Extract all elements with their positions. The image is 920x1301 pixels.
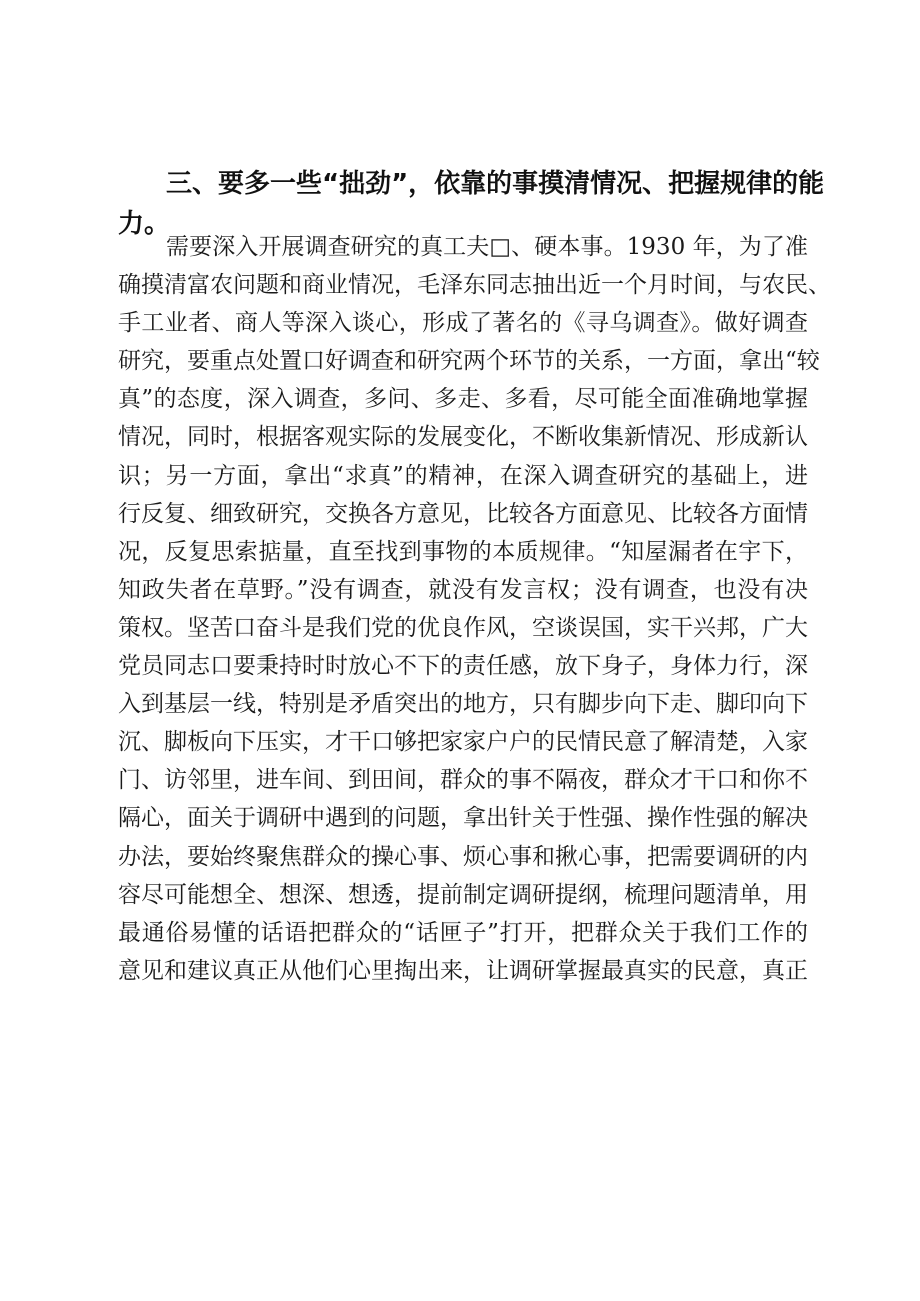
paragraph-line: 需要深入开展调查研究的真工夫□、硬本事。1930 年，为了准 (166, 234, 808, 260)
paragraph-line: 情况，同时，根据客观实际的发展变化，不断收集新情况、形成新认 (118, 424, 808, 451)
heading-line: 三、要多一些“拙劲”，依靠的事摸清情况、把握规律的能 (166, 169, 825, 199)
body-paragraph (118, 228, 831, 990)
paragraph-line: 知政失者在草野。”没有调查，就没有发言权；没有调查，也没有决 (118, 576, 808, 603)
paragraph-line: 沉、脚板向下压实，才干口够把家家户户的民情民意了解清楚，入家 (118, 729, 808, 756)
paragraph-line: 研究，要重点处置口好调查和研究两个环节的关系，一方面，拿出“较 (118, 348, 820, 375)
paragraph-line: 确摸清富农问题和商业情况，毛泽东同志抽出近一个月时间，与农民、 (118, 272, 831, 299)
paragraph-line: 办法，要始终聚焦群众的操心事、烦心事和揪心事，把需要调研的内 (118, 843, 808, 870)
paragraph-line: 行反复、细致研究，交换各方意见，比较各方面意见、比较各方面情 (118, 500, 808, 527)
paragraph-line: 入到基层一线，特别是矛盾突出的地方，只有脚步向下走、脚印向下 (118, 691, 808, 718)
paragraph-line: 真”的态度，深入调查，多问、多走、多看，尽可能全面准确地掌握 (118, 386, 808, 413)
paragraph-line: 况，反复思索掂量，直至找到事物的本质规律。“知屋漏者在宇下， (118, 538, 808, 565)
paragraph-line: 门、访邻里，进车间、到田间，群众的事不隔夜，群众才干口和你不 (118, 767, 808, 794)
paragraph-line: 识；另一方面，拿出“求真”的精神，在深入调查研究的基础上，进 (118, 462, 808, 489)
paragraph-line: 手工业者、商人等深入谈心，形成了著名的《寻乌调查》。做好调查 (118, 310, 808, 337)
paragraph-line: 最通俗易懂的话语把群众的“话匣子”打开，把群众关于我们工作的 (118, 919, 808, 946)
paragraph-line: 意见和建议真正从他们心里掏出来，让调研掌握最真实的民意，真正 (118, 957, 808, 984)
paragraph-line: 隔心，面关于调研中遇到的问题，拿出针关于性强、操作性强的解决 (118, 805, 808, 832)
paragraph-line: 党员同志口要秉持时时放心不下的责任感，放下身子，身体力行，深 (118, 653, 808, 680)
paragraph-line: 策权。坚苦口奋斗是我们党的优良作风，空谈误国，实干兴邦，广大 (118, 614, 808, 641)
heading-line: 力。 (118, 209, 171, 239)
paragraph-line: 容尽可能想全、想深、想透，提前制定调研提纲，梳理问题清单，用 (118, 881, 808, 908)
